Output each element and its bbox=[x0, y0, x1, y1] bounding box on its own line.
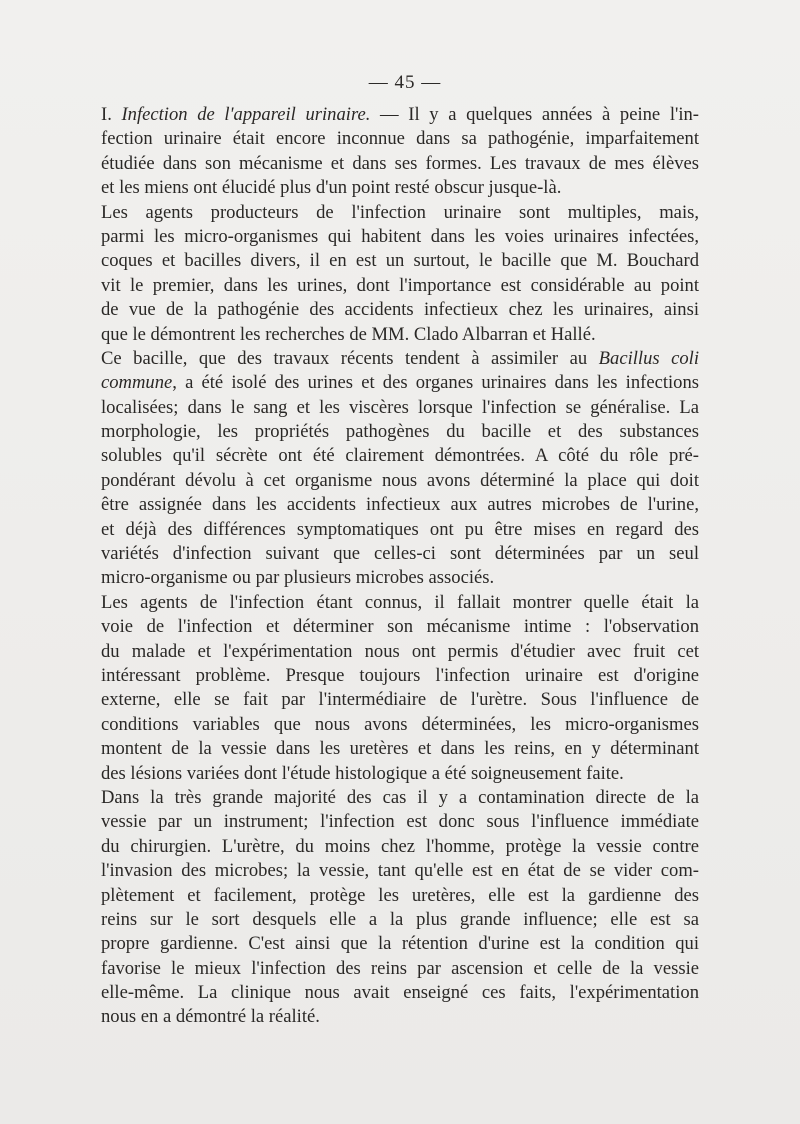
text-segment: reins sur le sort desquels elle a la plus grande influence; elle est sa bbox=[101, 908, 699, 930]
text-segment: et déjà des différences symptomatiques ont pu être mises en regard des bbox=[101, 518, 699, 540]
text-line bbox=[101, 932, 699, 956]
text-segment: Les agents de l'infection étant connus, il fallait montrer quelle était la bbox=[101, 591, 699, 613]
text-segment: I. bbox=[101, 104, 122, 125]
text-line bbox=[101, 371, 699, 395]
text-line bbox=[101, 396, 699, 420]
text-segment: propre gardienne. C'est ainsi que la rétention d'urine est la condition qui bbox=[101, 933, 699, 955]
text-line bbox=[101, 103, 699, 127]
text-segment: conditions variables que nous avons déterminées, les micro-organismes bbox=[101, 713, 699, 735]
text-line bbox=[101, 298, 699, 322]
text-segment: intéressant problème. Presque toujours l'infection urinaire est d'origine bbox=[101, 664, 699, 686]
page-number: — 45 — bbox=[368, 72, 442, 93]
text-line bbox=[101, 591, 699, 615]
text-line bbox=[101, 420, 699, 444]
text-line bbox=[101, 274, 699, 298]
text-segment: variétés d'infection suivant que celles-ci sont déterminées par un seul bbox=[101, 543, 699, 565]
text-segment: vit le premier, dans les urines, dont l'importance est considérable au point bbox=[101, 274, 699, 296]
text-line bbox=[101, 908, 699, 932]
text-line bbox=[101, 469, 699, 493]
text-line bbox=[101, 542, 699, 566]
text-line bbox=[101, 688, 699, 712]
text-line bbox=[101, 664, 699, 688]
text-line bbox=[101, 566, 699, 590]
text-segment: coques et bacilles divers, il en est un surtout, le bacille que M. Bouchard bbox=[101, 250, 699, 272]
text-segment: l'invasion des microbes; la vessie, tant qu'elle est en état de se vider com- bbox=[101, 860, 699, 882]
text-segment: du malade et l'expérimentation nous ont permis d'étudier avec fruit cet bbox=[101, 640, 699, 662]
text-line bbox=[101, 859, 699, 883]
text-segment: de vue de la pathogénie des accidents infectieux chez les urinaires, ainsi bbox=[101, 299, 699, 321]
text-line bbox=[101, 323, 699, 347]
text-line bbox=[101, 201, 699, 225]
text-line bbox=[101, 249, 699, 273]
text-segment: être assignée dans les accidents infectieux aux autres microbes de l'urine, bbox=[101, 494, 699, 516]
text-line bbox=[101, 640, 699, 664]
text-segment: parmi les micro-organismes qui habitent dans les voies urinaires infectées, bbox=[101, 225, 699, 247]
text-segment: des lésions variées dont l'étude histologique a été soigneusement faite. bbox=[101, 762, 624, 784]
text-segment: plètement et facilement, protège les uretères, elle est la gardienne des bbox=[101, 884, 699, 906]
text-line bbox=[101, 810, 699, 834]
text-segment: Dans la très grande majorité des cas il y a contamination directe de la bbox=[101, 786, 699, 808]
text-segment: nous en a démontré la réalité. bbox=[101, 1006, 320, 1028]
italic-text: Bacillus coli bbox=[598, 347, 699, 369]
text-segment: Ce bacille, que des travaux récents tendent à assimiler au bbox=[101, 347, 599, 369]
text-line bbox=[101, 713, 699, 737]
text-line bbox=[101, 152, 699, 176]
text-line bbox=[101, 835, 699, 859]
text-segment: elle-même. La clinique nous avait enseigné ces faits, l'expérimentation bbox=[101, 982, 699, 1004]
text-line bbox=[101, 176, 699, 200]
text-segment: favorise le mieux l'infection des reins par ascension et celle de la vessie bbox=[101, 957, 699, 979]
text-line bbox=[101, 762, 699, 786]
text-line bbox=[101, 493, 699, 517]
body-text bbox=[101, 103, 699, 1030]
text-line bbox=[101, 884, 699, 908]
text-segment: morphologie, les propriétés pathogènes du bacille et des substances bbox=[101, 421, 699, 443]
text-segment: fection urinaire était encore inconnue dans sa pathogénie, imparfaitement bbox=[101, 128, 699, 150]
text-segment: et les miens ont élucidé plus d'un point resté obscur jusque-là. bbox=[101, 177, 562, 199]
text-line bbox=[101, 518, 699, 542]
text-line bbox=[101, 1005, 699, 1029]
text-segment: étudiée dans son mécanisme et dans ses formes. Les travaux de mes élèves bbox=[101, 152, 699, 174]
text-segment: externe, elle se fait par l'intermédiaire de l'urètre. Sous l'influence de bbox=[101, 689, 699, 711]
italic-text: commune bbox=[101, 372, 173, 394]
text-line bbox=[101, 615, 699, 639]
text-segment: localisées; dans le sang et les viscères lorsque l'infection se généralise. La bbox=[101, 396, 699, 418]
text-line bbox=[101, 737, 699, 761]
text-segment: voie de l'infection et déterminer son mécanisme intime : l'observation bbox=[101, 616, 699, 638]
text-line bbox=[101, 981, 699, 1005]
text-segment: que le démontrent les recherches de MM. Clado Albarran et Hallé. bbox=[101, 323, 596, 345]
text-segment: montent de la vessie dans les uretères et dans les reins, en y déterminant bbox=[101, 738, 699, 760]
text-segment: micro-organisme ou par plusieurs microbes associés. bbox=[101, 567, 495, 589]
text-line bbox=[101, 786, 699, 810]
text-segment: solubles qu'il sécrète ont été clairement démontrées. A côté du rôle pré- bbox=[101, 445, 699, 467]
text-line bbox=[101, 347, 699, 371]
text-segment: vessie par un instrument; l'infection est donc sous l'influence immédiate bbox=[101, 811, 699, 833]
text-segment: , a été isolé des urines et des organes urinaires dans les infections bbox=[172, 372, 699, 394]
text-line bbox=[101, 444, 699, 468]
text-line bbox=[101, 127, 699, 151]
text-segment: du chirurgien. L'urètre, du moins chez l'homme, protège la vessie contre bbox=[101, 835, 699, 857]
italic-text: Infection de l'appareil urinaire. bbox=[121, 104, 371, 125]
text-segment: pondérant dévolu à cet organisme nous avons déterminé la place qui doit bbox=[101, 469, 699, 491]
text-line bbox=[101, 225, 699, 249]
text-segment: Les agents producteurs de l'infection urinaire sont multiples, mais, bbox=[101, 201, 699, 223]
text-segment: — Il y a quelques années à peine l'in- bbox=[370, 104, 699, 125]
text-line bbox=[101, 957, 699, 981]
